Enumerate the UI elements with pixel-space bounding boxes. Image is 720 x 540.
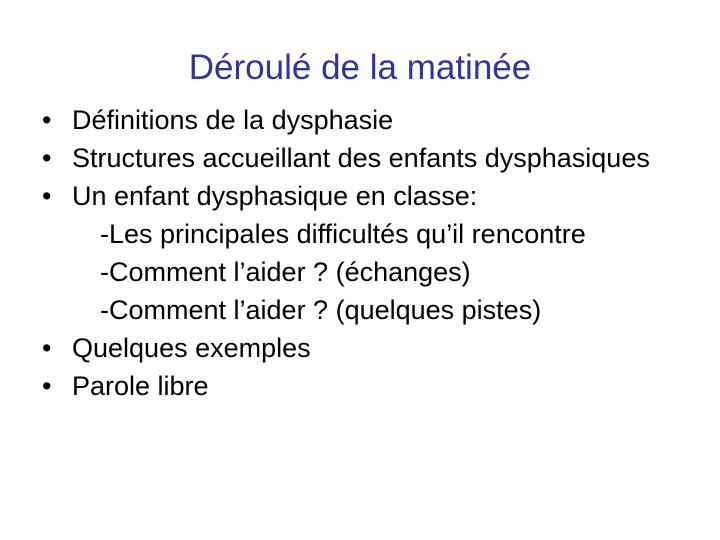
bullet-text: Structures accueillant des enfants dysphasiques: [72, 143, 650, 173]
sub-item: -Comment l’aider ? (quelques pistes): [100, 295, 542, 325]
bullet-text: Quelques exemples: [72, 333, 311, 363]
bullet-item: [40, 139, 710, 177]
bullet-item: [40, 329, 710, 367]
bullet-item: [40, 177, 710, 329]
bullet-icon: •: [42, 105, 52, 135]
bullet-item: [40, 101, 710, 139]
bullet-text: Parole libre: [72, 371, 209, 401]
bullet-icon: •: [42, 371, 52, 401]
sub-item: -Comment l’aider ? (échanges): [100, 257, 471, 287]
bullet-item: [40, 367, 710, 405]
bullet-text: Un enfant dysphasique en classe:: [72, 181, 478, 211]
bullet-text: Définitions de la dysphasie: [72, 105, 394, 135]
bullet-icon: •: [42, 333, 52, 363]
slide-title: Déroulé de la matinée: [188, 48, 532, 87]
bullet-list: [40, 101, 710, 405]
bullet-icon: •: [42, 181, 52, 211]
sub-item: -Les principales difficultés qu’il rencontre: [100, 219, 586, 249]
bullet-icon: •: [42, 143, 52, 173]
